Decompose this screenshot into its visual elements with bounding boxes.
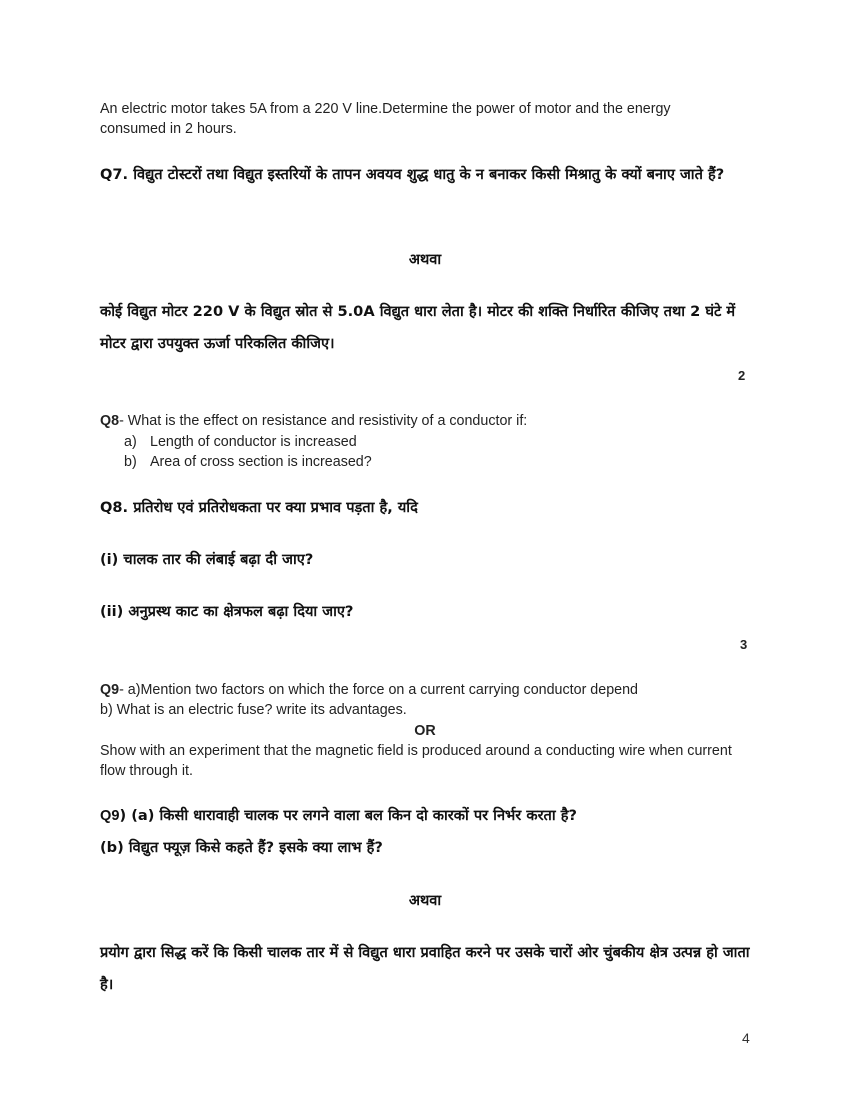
- q8-hindi-number: Q8.: [100, 499, 129, 516]
- q9-or-text-en: Show with an experiment that the magnetic field is produced around a conducting wire when current flow through it.: [100, 743, 732, 779]
- q7-or-hindi: कोई विद्युत मोटर 220 V के विद्युत स्रोत से 5.0A विद्युत धारा लेता है। मोटर की शक्ति निर्धारित कीजिए तथा 2 घंटे में मोटर द्वारा उपयुक्त ऊर्जा परिकलित कीजिए।: [100, 303, 736, 352]
- q9-line-b: b) What is an electric fuse? write its advantages.: [100, 702, 407, 718]
- q9-hindi-a-text: ) (a) किसी धारावाही चालक पर लगने वाला बल किन दो कारकों पर निर्भर करता है?: [119, 807, 577, 824]
- q8-hindi-ii: (ii) अनुप्रस्थ काट का क्षेत्रफल बढ़ा दिया जाए?: [100, 603, 354, 620]
- q9-or-hindi: प्रयोग द्वारा सिद्ध करें कि किसी चालक तार में से विद्युत धारा प्रवाहित करने पर उसके चारों ओर चुंबकीय क्षेत्र उत्पन्न हो जाता है।: [100, 944, 750, 993]
- q9-number: Q9: [100, 682, 120, 698]
- q6-or-english: An electric motor takes 5A from a 220 V line.Determine the power of motor and the energy consumed in 2 hours.: [100, 101, 671, 137]
- q9-line-a-text: - a)Mention two factors on which the force on a current carrying conductor depend: [119, 682, 639, 698]
- q8-option-b: [124, 452, 372, 472]
- q8-number: Q8: [100, 413, 120, 429]
- q8-option-a-label: a): [124, 434, 137, 450]
- q7-marks: 2: [738, 368, 746, 383]
- q8-hindi: [100, 492, 740, 524]
- page-number: 4: [742, 1030, 750, 1046]
- q8-option-a-text: Length of conductor is increased: [150, 434, 357, 450]
- q8-english: [100, 411, 740, 431]
- q7-hindi: [100, 159, 740, 191]
- q8-marks: 3: [740, 637, 748, 652]
- q7-or-label: अथवा: [408, 251, 442, 268]
- q7-hindi-text: विद्युत टोस्टरों तथा विद्युत इस्तरियों के तापन अवयव शुद्ध धातु के न बनाकर किसी मिश्रातु के क्यों बनाए जाते हैं?: [133, 166, 725, 183]
- q9-hindi-a: [100, 800, 760, 832]
- q9-hindi-b: (b) विद्युत फ्यूज़ किसे कहते हैं? इसके क्या लाभ हैं?: [100, 839, 383, 856]
- q8-hindi-i: (i) चालक तार की लंबाई बढ़ा दी जाए?: [100, 551, 314, 568]
- q9-or-label: अथवा: [408, 892, 442, 909]
- q9-hindi-number: Q9: [100, 808, 120, 824]
- q8-hindi-question: प्रतिरोध एवं प्रतिरोधकता पर क्या प्रभाव पड़ता है, यदि: [133, 499, 418, 516]
- q9-or-en: OR: [414, 723, 436, 739]
- q8-option-b-text: Area of cross section is increased?: [150, 454, 372, 470]
- q7-number: Q7.: [100, 166, 129, 183]
- q8-question-en: - What is the effect on resistance and resistivity of a conductor if:: [119, 413, 528, 429]
- q9-line-a: [100, 680, 750, 700]
- q8-option-a: [124, 432, 357, 452]
- q8-option-b-label: b): [124, 454, 137, 470]
